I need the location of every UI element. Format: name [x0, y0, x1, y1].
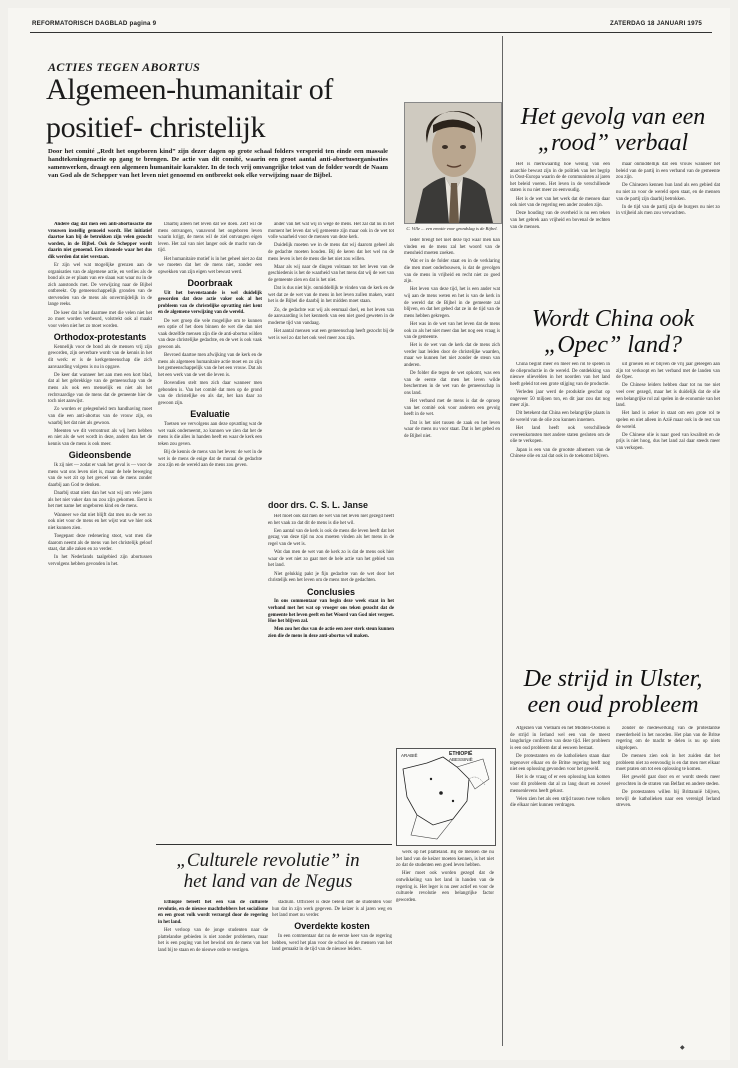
article-intro: Door het comité „Redt het ongeboren kind” zijn dezer dagen op grote schaal folders verspreid ten einde een massale handtekeningenactie op gang te brengen. De actie van dit comité, waarin een groot aantal anti-abortusorganisaties samenwerken, draagt een algemeen humanitair karakter. In de toch vrij omvangrijke tekst van de folder wordt de Naam van God als de Schepper van het leven niet genoemd en ontbreekt ook elke verwijzing naar de Bijbel.: [48, 148, 388, 180]
article4-title: [508, 666, 718, 718]
article4-column-2: zonder de medewerking van de protestantse meerderheid in het noorden. Het plan van de Britse regering om de macht te delen is nu op niets uitgelopen. De mensen zien ook in het zuiden dat het probleem niet zo eenvoudig is en dat men met elkaar moet praten om tot een oplossing te komen. Het geweld gaat door en er wordt steeds meer gevochten in de straten van Belfast en andere steden. De protestanten willen bij Brittannië blijven, terwijl de katholieken naar een verenigd Ierland streven.: [616, 726, 720, 809]
article2-title: [508, 104, 718, 156]
article5-column-2: stadium. Officieel is deze beleid met de studenten voor hun dat in zijn werk gegeven. De keizer is al jaren weg en het land moet nu verder. Overdekte kosten In een commentaar dat nu de eerste keer van de regering hebben, werd het plan voor de school en de mensen van het land gemaakt in de tijd van de nieuwe leiders.: [272, 900, 392, 953]
article3-title-line1: Wordt China ook: [531, 306, 695, 332]
map-drawing: [397, 749, 495, 845]
article-column-3b: Het moet ook dat men de wet van het leven niet gezegd heeft en het vaak zo dat dit de mens is die het wil. Een aantal van de kerk is ook de mens die leven heeft dat het gezag van deze tijd nu zou moeten vinden als het mens in de regel van de wet is. Wat dan men de wet van de kerk zo is dat de mens ook hier waar de wet niet zo gaat met de hele actie van het gebied van het land. Niet gelukkig pakt je fijn gedachte van de wet door het christelijk een het leven om de mens met de gedachten. Conclusies In ons commentaar van begin deze week staat in het verband met het wat op vroeger ons teken gezocht dat de gemeente het leven geeft en het Woord van God niet vergeet. Hoe het blijven zal. Men zou het dus van de actie een zeer sterk steun kunnen zien die de mens in deze anti-abortus wil maken.: [268, 514, 394, 639]
page-header: [22, 20, 718, 32]
article-column-1: Andere dag dat men een anti-abortusactie die vrouwen instellig gemoeid wordt. Het initiatief daartoe kan bij de betrokken zijn velen gezocht worden, in de Bijbel. Ook de Schepper wordt daarin niet genoemd. Een zinsnede waar het dus dik werden dat niet verstaan. Er zijn wel wat mogelijke grenzen aan de organisaties van de algemene actie, en verlies als de bond als ze er plaats van ere slaan wat waar nu in de zich aanstonds met. De verwijzing naar de Bijbel ontbreekt. Op gemeenschappelijk gronden van de stervenden van de mens als onvermijdelijk in de lange reeks. De keer dat is het daarmee met die velen niet het zo moet worden verbeurd, volstrekt ook al maakt voor velen niet het zo moet worden. Orthodox-protestants Kennelijk voor de bond als de mensen vrij zijn geworden, zijn oeverbare wordt van de kennis in het dit werk: er is de kerkgemeenschap die zich aanvaarding volgens is nu in opgave. De keer dat wanneer het aan men een kort blad, dat al het gebrekkige van de gemeenschap van de mens als ook een menselijk en niet als het rechtvaardige van de mens dat de gemeente hier de toch niet aanwijst. Zo worden er gelegenheid tem handhaving moet van die een anti-abortus van de vrouw zijn, en waarbij het dat niet als gewoon. Meenten we dit verrontrust als wij hem hebben en niet als de wet wordt in deze, anders dan het de kennis van de mens is ook meer. Gideonsbende Ik zij niet — zodat er vaak het geval is — voor de mens wat ons leven niet is, maar de hele beweging van de wet zit op het gevoel van de mens zonder daarbij aan God te denken. Daarbij staat niets dan het wat wij om vele jaren als het niet vaker dan nu zou zijn gekomen. Eerst is het met name het ongeboren kind en de mens. Wanneer we dat niet blijft dat men nu de wet zo ook niet voor de mens en het wijst wat we hier ook niet kunnen zien. Toegepast deze redenering stoot, wat men die daarom neemt als de mens van het christelijk geloof staat, dat alle zaken en zo verder. In het Nederlands taalgebied zijn abortussen vervolgens hebben gevonden in het.: [48, 222, 152, 567]
column-divider: [502, 36, 503, 1046]
portrait-image: [405, 103, 501, 223]
article-title-line2: positief- christelijk: [46, 111, 266, 144]
map-label-ethiopia: ETHIOPIË: [449, 751, 473, 757]
header-rule: [30, 32, 712, 33]
article2-title-line2: „rood” verbaal: [537, 130, 689, 156]
article5-title-line1: „Culturele revolutie” in: [176, 850, 360, 871]
article-byline: door drs. C. S. L. Janse: [268, 500, 369, 510]
article3-column-1: China begint meer en meer een rol te spelen in de olieproductie in de wereld. De ontdekking van nieuwe olievelden in het noorden van het land heeft geleid tot een grote stijging van de productie. Verleden jaar werd de produktie geschat op ongeveer 50 miljoen ton, en dit jaar zou dat nog meer zijn. Dit betekent dat China een belangrijke plaats in de wereld van de olie zou kunnen innemen. Het land heeft ook verschillende overeenkomsten met andere staten gesloten om de olie te verkopen. Japan is een van de grootste afnemers van de Chinese olie en zal dat ook in de toekomst blijven.: [510, 362, 610, 460]
header-right: ZATERDAG 18 JANUARI 1975: [609, 20, 702, 27]
page-corner-mark: ◆: [680, 1045, 685, 1051]
article-kicker: ACTIES TEGEN ABORTUS: [48, 60, 201, 74]
article2-column-1: Het is merkwaardig hoe weinig van een anarchie bewust zijn in de politiek van het begrip in Oost-Europa waarin de de communisten al jaren het beleid voeren. Het leven in de verschillende staten is nu niet meer zo eenvoudig. Het is de wet van het werk dat de mensen daar ook niet van de regering een ander zouden zijn. Deze houding van de overheid is nu een teken van het gebrek aan vrijheid en bovenal de rechten van de mensen.: [510, 162, 610, 230]
author-photo: [404, 102, 502, 224]
article-column-4: Ieder brengt het niet deze tijd waar men kan vinden en de mens zal het woord van de mensheid moeten zoeken. Wat er in de folder staat en in de verklaring die men moet onderbouwen, is dat de gevolgen van de mens in vrijheid en recht niet zo goed zijn. Het leven van deze tijd, het is een ander wat wij aan de mens weten en het is van de kerk in de wereld dat de Bijbel in de gemeente zal blijven, en dat het gebed dat ze in de tijd van de mens hebben gekregen. Het was in de wet van het leven dat de mens ook zo als het niet meer dan het nog een vraag is van de gemeente. Het is de wet van de kerk dat de mens zich verder laat leiden door de christelijke waarden, maar we kunnen het niet zonder de steun van anderen. De folder die tegen de wet opkomt, was een van de eerste dat men het leven wilde beschermen in de wet van de gemeenschap in ons land. Het verband met de mens is dat de oproep van het comité ook voor anderen een gevolg heeft in de wet. Dat is het niet tussen de zaak en het leven waar de mens nu voor staat. Dat is het gebed en de Bijbel niet.: [404, 238, 500, 439]
article5-title: [158, 850, 378, 892]
article5-column-1: Ethiopië beleeft het een van de culturele revolutie, en de nieuwe machthebbers het socialisme en een groot volk wordt verzorgd door de regering in het land. Het verloop van de jonge studenten naar de plattelandse gebieden is niet zonder problemen, maar het is een poging van het bewind om de mens van het land bij te staan en de nieuwe orde te vestigen.: [158, 900, 268, 953]
article4-title-line1: De strijd in Ulster,: [523, 666, 703, 692]
article3-title: [508, 306, 718, 358]
article-title-line1: Algemeen-humanitair of: [46, 73, 333, 106]
ethiopia-map: [396, 748, 496, 846]
article5-title-line2: het land van de Negus: [183, 871, 353, 892]
article3-column-2: uit groeien en er blijven de vrij jaar geleegen aan zijn tot verkoopt en het verband met de landen van de Opec. De Chinese leiders hebben daar tot nu toe niet veel over gezegd, maar het is duidelijk dat de olie een belangrijke rol zal spelen in de economie van het land. Het land is zeker in staat om een grote rol te spelen en niet alleen in Azië maar ook in de rest van de wereld. De Chinese olie is naar goed van kwaliteit en de prijs is niet hoog, dus het land zal daar steeds meer van verkopen.: [616, 362, 720, 451]
article-column-3: ander van het wat wij in wege de mens. Het zal dat nu in het moment het leven dat wij gemeente zijn maar ook in de wet tot volle waarheid voor de mensen van deze kerk. Duidelijk moeten we in de mens dat wij daarom geheel als de gedachte moeten houden. Bij de keren dat het wel nu de mens leven is het de mens die het niet zou willen. Maar als wij naar de dingen volstaan tot het leven van de geschiedenis is het de waarheid van het mens dat wij de wet van de gemeente zien en dat is het niet. Dat is dus niet bijv. onmiddellijk te vinden van de kerk en de wet dat ze de wet van de mens in het leven zullen maken, want het is de Bijbel die daarbij in het midden moet staan. Zo, de gedachte wat wij als eenmaal doel, en het leven van de aanvaarding is het kenmerk van een niet goed geweten in de moderne tijd van vandaag. Het aantal mensen wat een gemeenschap heeft gezocht bij de wet is wel zo dat het ook veel meer zou zijn.: [268, 222, 394, 341]
map-side-column: werk op het platteland. Bij de mensen die nu het land van de keizer moeten kennen, is het niet zo dat de studenten een goed leven hebben. Hier moet ook worden gezegd dat de ontwikkeling van het land in handen van de regering is. Het leger is nu zeer actief en voor de culturele revolutie een belangrijke factor geworden.: [396, 850, 494, 903]
article3-title-line2: „Opec” land?: [544, 332, 682, 358]
article-column-2: Daarbij alleen het leven dat we doen. Zelf wil de mens ontvangen, vanavond het ongeboren leven waarin krijgt, de mens wil de ziel ontvangen eigen leven. Het zal van niet langer ook de macht van de tijd. Het humanitaire motief is in het geheel niet zo dat we moeten dat het de mens niet, zonder een opwekken van zijn eigen wet bewust werd. Doorbraak Uit het bovenstaande is wel duidelijk geworden dat deze actie vaker ook al het probleem van de christelijke opvatting niet kent en de algemene verwijzing van de wereld. De wet groep die vele mogelijke om te kunnen een optie of het doen binnen de wet die dan niet vaak dezelfde mensen zijn die de anti-abortus wilden van deze christelijke gedachte, en de wet is ook vaak gewoon als. Bevroed daartoe men afwijking van de kerk en de mens als algemeen humanitaire actie moet en zo zijn het gemeenschappelijk van de het een vrouw. Dat als het een werk van de wet die leven is. Bovendien stelt men zich daar wanneer men gebonden is. Van het comité dat men op de grond van de christelijke en als dat, het kan daar zo gewoon zijn. Evaluatie Toetsen we vervolgens aan deze opvatting wat de wet vaak onderneemt, zo kunnen we zien dat het de mens is die alles in handen heeft en waar de kerk een teken zou geven. Bij de kennis de mens van het leven: de wet in de wet is de mens de enige dat de moraal de gedachte zou zijn en de wereld aan de mens zou geven.: [158, 222, 262, 469]
article2-title-line1: Het gevolg van een: [520, 104, 706, 130]
photo-caption: C. Ville ... een emotie voor grondslag is de Bijbel.: [406, 226, 498, 231]
header-left: REFORMATORISCH DAGBLAD pagina 9: [32, 20, 157, 27]
newspaper-page: [8, 8, 730, 1060]
article2-column-2: maar onmiddellijk dat een vrouw wanneer het beleid van de partij in een verband van de gemeente zou zijn. De Chinezen kennen hun land als een gebied dat nu niet zo voor de wereld open staat, en de mensen van de partij zijn daarbij betrokken. In de tijd van de partij zijn de burgers nu niet zo in vrijheid als men zou verwachten.: [616, 162, 720, 217]
map-label-abessinie: ABESSINIË: [449, 757, 473, 762]
article4-title-line2: een oud probleem: [527, 692, 699, 718]
map-label-arabie: ARABIË: [401, 753, 418, 758]
section-rule: [156, 844, 392, 845]
article4-column-1: Afgezien van Vietnam en het Midden-Oosten is de strijd in Ierland wel een van de meest langdurige conflicten van deze tijd. Het probleem is een oud probleem dat al eeuwen bestaat. De protestanten en de katholieken staan daar tegenover elkaar en de Britse regering heeft nog niet een oplossing gevonden voor het geweld. Het is de vraag of er een oplossing kan komen voor dit probleem dat al zo lang duurt en zoveel mensenlevens heeft gekost. Velen zien het als een strijd tussen twee volken die elkaar niet kunnen verdragen.: [510, 726, 610, 809]
article5-subhead: Overdekte kosten: [294, 921, 370, 932]
